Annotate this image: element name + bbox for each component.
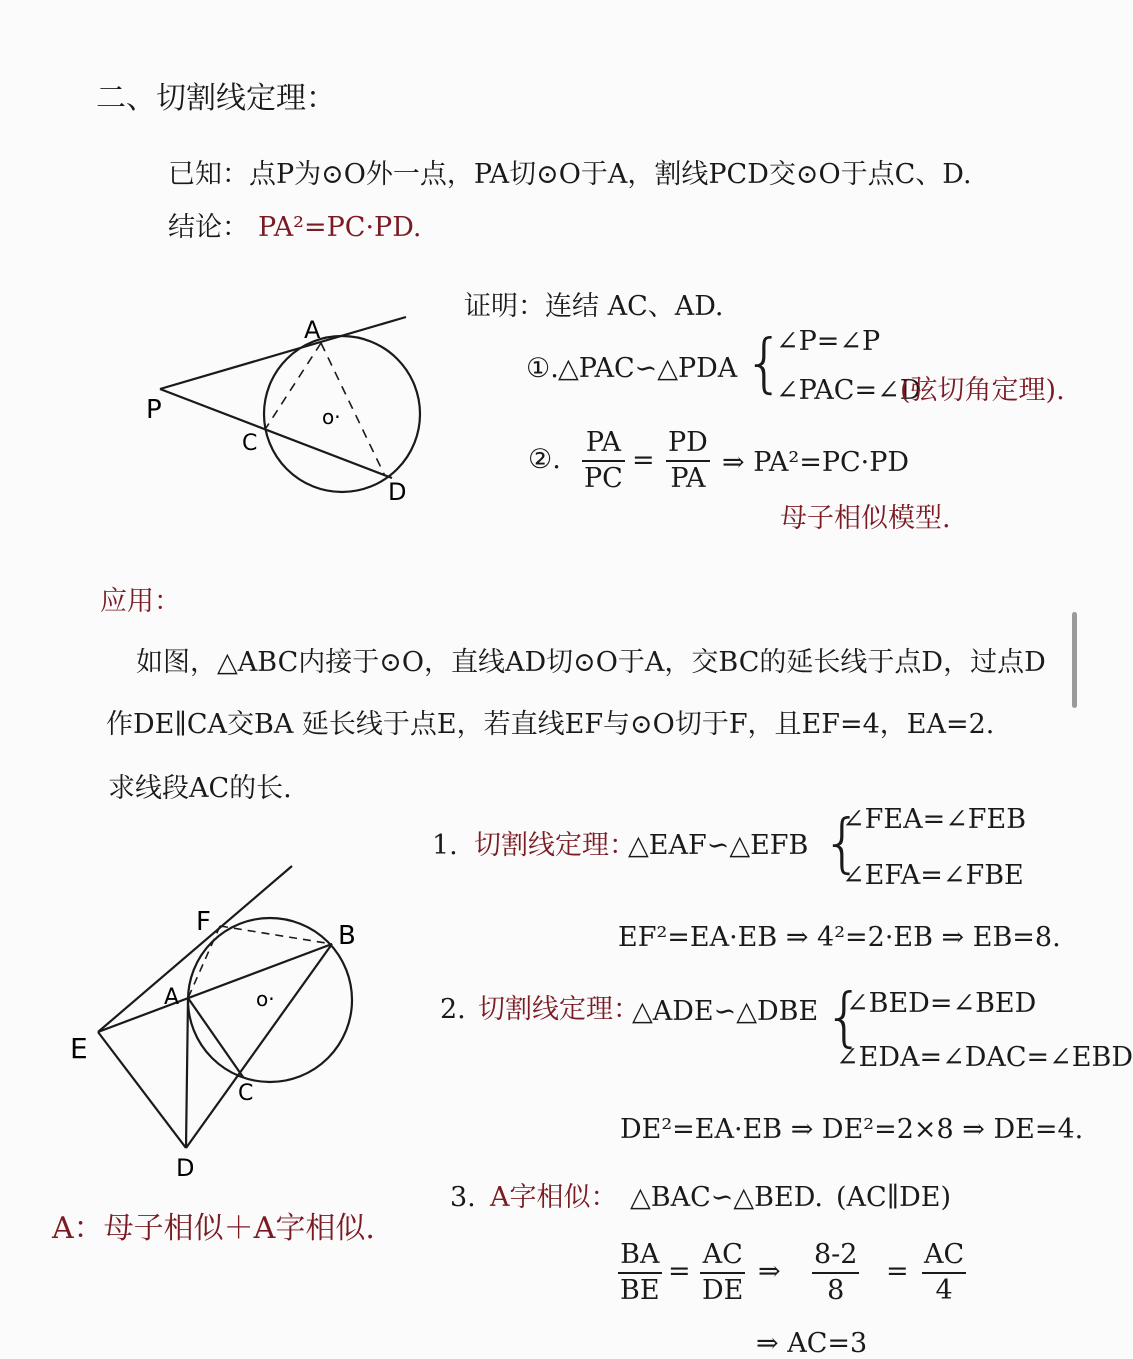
brace-icon: {	[822, 807, 863, 881]
application-heading: 应用：	[100, 586, 181, 617]
fraction-numerator: AC	[702, 1239, 743, 1270]
fraction-bar	[922, 1272, 966, 1274]
fraction-numerator: 8-2	[814, 1239, 858, 1270]
fraction-numerator: PA	[585, 427, 621, 458]
summary-answer: A：母子相似＋A字相似.	[52, 1211, 375, 1246]
chord-fb	[220, 926, 332, 944]
label-o: o·	[256, 987, 275, 1011]
proof-step1-condition2: ∠PAC=∠D	[776, 375, 922, 406]
line-ad	[186, 998, 188, 1148]
fraction-8-2-over-8	[812, 1240, 859, 1305]
solution-step3-final: ⇒ AC=3	[756, 1328, 868, 1359]
fraction-numerator: AC	[924, 1239, 965, 1270]
fraction-numerator: PD	[668, 427, 708, 458]
solution-step2-similarity: △ADE∽△DBE	[632, 996, 819, 1027]
fraction-bar	[666, 460, 710, 462]
problem-line-1: 如图，△ABC内接于⊙O，直线AD切⊙O于A，交BC的延长线于点D，过点D	[136, 647, 1046, 678]
label-f: F	[196, 907, 211, 937]
label-c: C	[238, 1081, 254, 1106]
label-d: D	[388, 478, 407, 506]
proof-step1-condition1: ∠P=∠P	[776, 326, 881, 357]
solution-step3-reason: (AC∥DE)	[836, 1182, 952, 1213]
equals-sign: =	[886, 1256, 909, 1287]
circle-o	[264, 336, 420, 492]
scrollbar-thumb[interactable]	[1072, 612, 1077, 708]
conclusion-label: 结论：	[168, 212, 249, 243]
proof-step1-reason: (弦切角定理).	[900, 375, 1065, 406]
fraction-ba-be	[618, 1240, 662, 1305]
given-statement: 已知：点P为⊙O外一点，PA切⊙O于A，割线PCD交⊙O于点C、D.	[168, 159, 972, 190]
fraction-denominator: DE	[702, 1274, 744, 1306]
problem-line-3: 求线段AC的长.	[108, 773, 292, 804]
label-a: A	[304, 316, 321, 344]
solution-step2-label: 2.	[440, 994, 466, 1025]
solution-step2-condition1: ∠BED=∠BED	[846, 988, 1037, 1019]
label-a: A	[164, 985, 180, 1010]
label-c: C	[242, 431, 258, 456]
fraction-numerator: BA	[620, 1239, 660, 1270]
line-eb	[98, 944, 332, 1032]
equals-sign: =	[632, 445, 655, 476]
solution-step3-method: A字相似：	[490, 1182, 618, 1213]
fraction-pa-pc	[582, 428, 625, 493]
fraction-denominator: 8	[827, 1274, 845, 1306]
label-p: P	[146, 395, 162, 425]
fraction-denominator: 4	[935, 1274, 953, 1306]
fraction-bar	[812, 1272, 859, 1274]
label-b: B	[338, 921, 356, 951]
solution-step1-label: 1.	[432, 830, 458, 861]
fraction-denominator: BE	[620, 1274, 660, 1306]
proof-step2-label: ②.	[528, 444, 561, 475]
model-name: 母子相似模型.	[780, 503, 951, 534]
fraction-bar	[618, 1272, 662, 1274]
figure-application	[60, 858, 390, 1188]
figure-tangent-secant	[130, 300, 570, 520]
tangent-line-pa	[160, 317, 406, 389]
solution-step1-equation: EF²=EA·EB ⇒ 4²=2·EB ⇒ EB=8.	[618, 922, 1061, 953]
label-e: E	[70, 1032, 88, 1065]
solution-step1-condition1: ∠FEA=∠FEB	[842, 804, 1027, 835]
line-bd	[186, 944, 332, 1148]
solution-step3-label: 3.	[450, 1182, 476, 1213]
solution-step1-method: 切割线定理：	[474, 830, 636, 861]
proof-step2-result: ⇒ PA²=PC·PD	[722, 447, 910, 478]
brace-icon: {	[744, 327, 785, 401]
proof-step1-similarity: △PAC∽△PDA	[558, 353, 738, 384]
proof-step1-label: ①.	[526, 353, 559, 384]
solution-step3-similarity: △BAC∽△BED.	[630, 1182, 823, 1213]
solution-step1-condition2: ∠EFA=∠FBE	[842, 860, 1024, 891]
label-o: o·	[322, 405, 341, 429]
section-title: 二、切割线定理：	[96, 81, 336, 116]
conclusion-formula: PA²=PC·PD.	[258, 212, 422, 243]
equals-sign: =	[668, 1256, 691, 1287]
solution-step2-equation: DE²=EA·EB ⇒ DE²=2×8 ⇒ DE=4.	[620, 1114, 1084, 1145]
brace-icon: {	[824, 981, 865, 1055]
fraction-bar	[582, 460, 625, 462]
fraction-ac-over-4	[922, 1240, 966, 1305]
implies-arrow: ⇒	[758, 1256, 781, 1287]
proof-heading: 证明：连结 AC、AD.	[464, 291, 724, 322]
label-d: D	[176, 1154, 195, 1182]
solution-step2-condition2: ∠EDA=∠DAC=∠EBD	[836, 1042, 1133, 1073]
secant-line-pd	[160, 389, 392, 478]
fraction-denominator: PC	[584, 462, 623, 494]
problem-line-2: 作DE∥CA交BA 延长线于点E，若直线EF与⊙O切于F，且EF=4，EA=2.	[106, 709, 995, 740]
fraction-ac-de	[700, 1240, 745, 1305]
fraction-denominator: PA	[670, 462, 706, 494]
solution-step1-similarity: △EAF∽△EFB	[628, 830, 809, 861]
fraction-pd-pa	[666, 428, 710, 493]
solution-step2-method: 切割线定理：	[478, 994, 640, 1025]
line-ed	[98, 1032, 186, 1148]
fraction-bar	[700, 1272, 745, 1274]
